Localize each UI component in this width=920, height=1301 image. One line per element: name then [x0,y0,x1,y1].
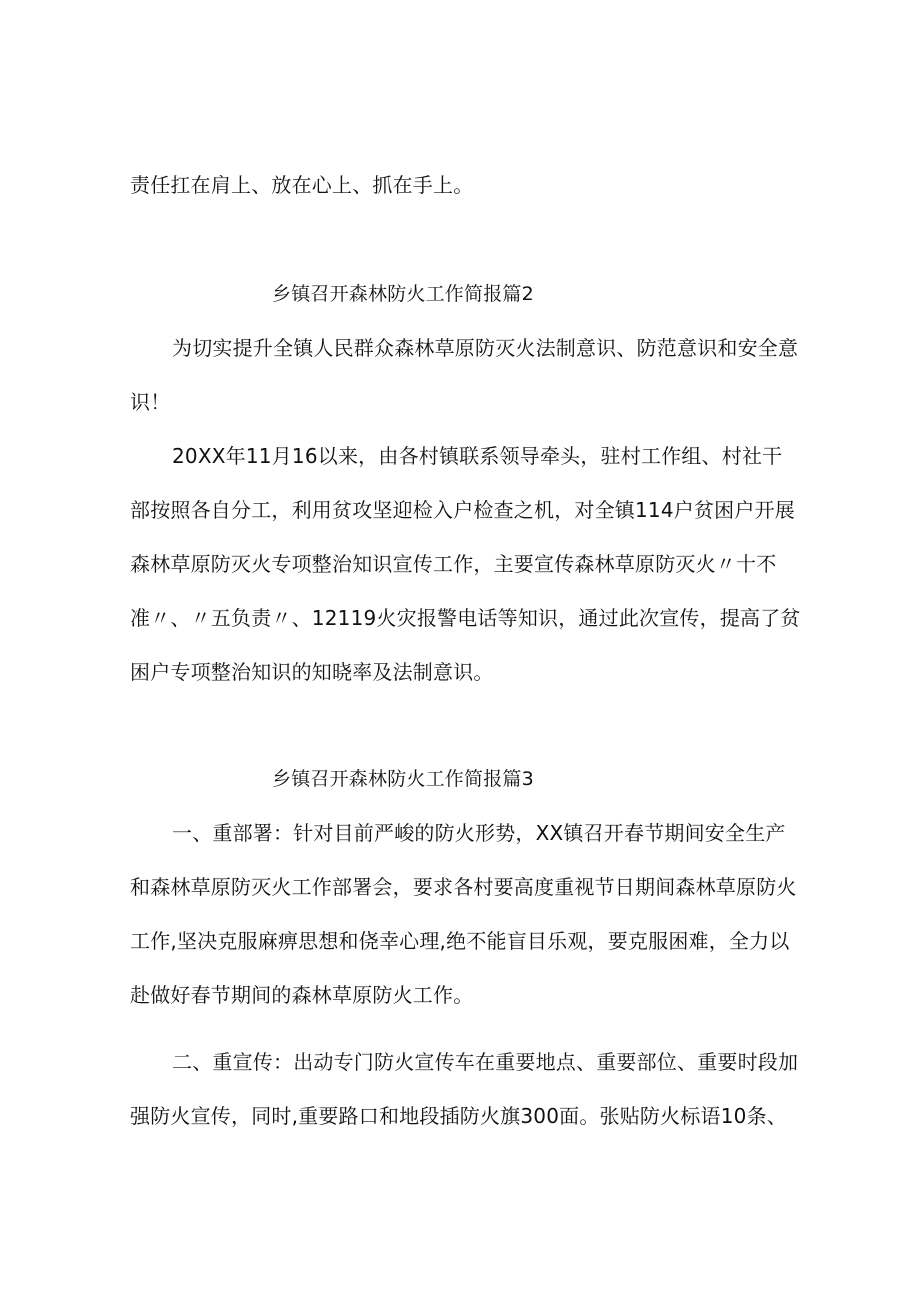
paragraph-line: 困户专项整治知识的知晓率及法制意识。 [130,660,494,684]
section-heading: 乡镇召开森林防火工作简报篇2 [272,283,534,305]
paragraph-line: 赴做好春节期间的森林草原防火工作。 [130,983,474,1007]
paragraph-line: 部按照各自分工，利用贫攻坚迎检入户检查之机，对全镇114户贫困户开展 [130,498,795,522]
paragraph-line: 为切实提升全镇人民群众森林草原防灭火法制意识、防范意识和安全意 [172,336,799,360]
paragraph-line: 森林草原防灭火专项整治知识宣传工作，主要宣传森林草原防灭火〃十不 [130,552,777,576]
section-heading: 乡镇召开森林防火工作简报篇3 [272,768,534,790]
paragraph-line: 工作,坚决克服麻痹思想和侥幸心理,绝不能盲目乐观，要克服困难，全力以 [130,929,790,953]
paragraph-line: 一、重部署：针对目前严峻的防火形势，XX镇召开春节期间安全生产 [172,821,786,845]
paragraph-line: 强防火宣传，同时,重要路口和地段插防火旗300面。张贴防火标语10条、 [130,1104,787,1128]
paragraph-line: 识！ [130,390,171,414]
paragraph-line: 和森林草原防灭火工作部署会，要求各村要高度重视节日期间森林草原防火 [130,875,797,899]
paragraph-line: 20XX年11月16以来，由各村镇联系领导牵头，驻村工作组、村社干 [172,444,783,468]
paragraph-line: 责任扛在肩上、放在心上、抓在手上。 [130,173,474,197]
paragraph-line: 二、重宣传：出动专门防火宣传车在重要地点、重要部位、重要时段加 [172,1050,799,1074]
paragraph-line: 准〃、〃五负责〃、12119火灾报警电话等知识，通过此次宣传，提高了贫 [130,606,801,630]
